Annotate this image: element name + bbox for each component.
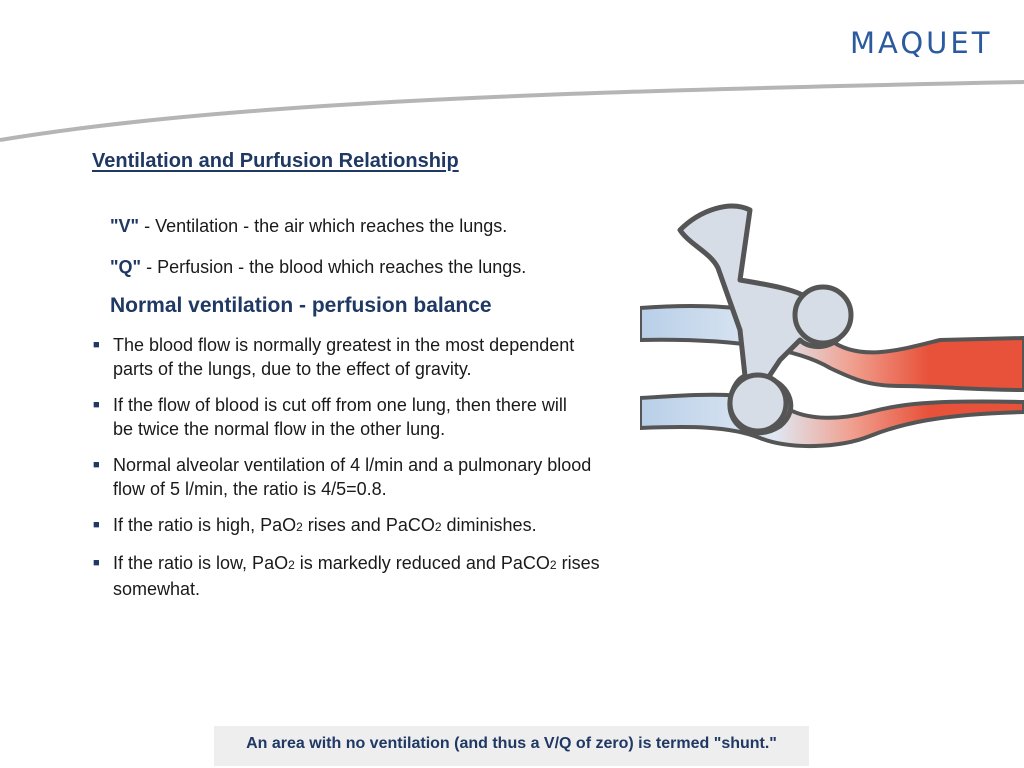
definition-ventilation: [110, 216, 507, 237]
lower-capillary: [640, 395, 1024, 446]
list-item: ■ If the flow of blood is cut off from one lung, then there will be twice the normal flow in the other lung.: [93, 395, 567, 439]
bullet-list: [92, 333, 657, 613]
list-item: ■ Normal alveolar ventilation of 4 l/min and a pulmonary blood flow of 5 l/min, the ratio is 4/5=0.8.: [93, 455, 592, 499]
square-bullet-icon: ■: [93, 519, 100, 531]
list-item: ■ The blood flow is normally greatest in the most dependent parts of the lungs, due to the effect of gravity.: [93, 335, 575, 379]
definition-text: - Ventilation - the air which reaches the lungs.: [139, 216, 508, 236]
header-swoosh: [0, 0, 1024, 160]
lower-alveolus: [730, 375, 786, 431]
definition-text: - Perfusion - the blood which reaches the lungs.: [141, 257, 527, 277]
list-item: ■ If the ratio is low, PaO2 is markedly reduced and PaCO2 rises somewhat.: [93, 553, 600, 599]
alveoli-capillary-illustration: [640, 190, 1024, 480]
upper-alveolus: [795, 287, 851, 343]
square-bullet-icon: ■: [93, 339, 100, 351]
list-item: ■ If the ratio is high, PaO2 rises and PaCO2 diminishes.: [93, 515, 537, 535]
definition-term: "Q": [110, 257, 142, 277]
definition-term: "V": [110, 216, 140, 236]
definition-perfusion: [110, 257, 526, 278]
square-bullet-icon: ■: [93, 459, 100, 471]
square-bullet-icon: ■: [93, 399, 100, 411]
shunt-callout: An area with no ventilation (and thus a V/Q of zero) is termed "shunt.": [214, 726, 809, 766]
square-bullet-icon: ■: [93, 557, 100, 569]
slide-title: Ventilation and Purfusion Relationship: [92, 150, 459, 172]
maquet-logo: MAQUET: [850, 26, 993, 60]
subheading: Normal ventilation - perfusion balance: [110, 294, 492, 317]
